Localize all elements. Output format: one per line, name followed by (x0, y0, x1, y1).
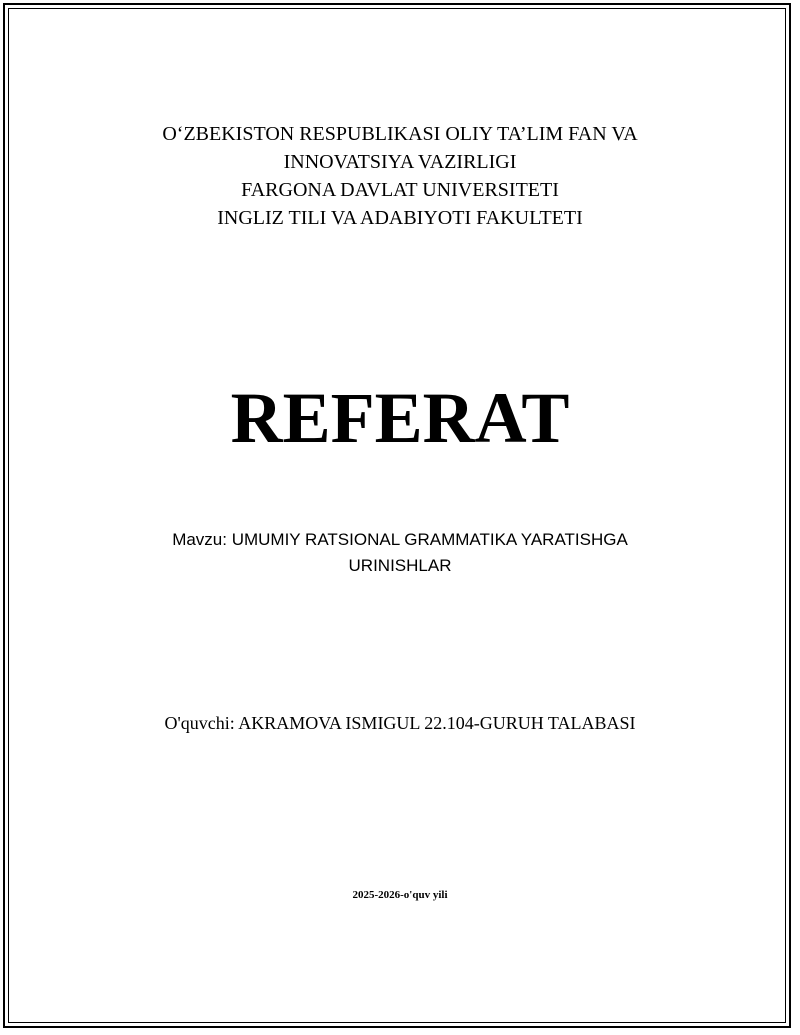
academic-year: 2025-2026-o'quv yili (352, 889, 448, 901)
header-line: INNOVATSIYA VAZIRLIGI (283, 151, 517, 173)
header-line: O‘ZBEKISTON RESPUBLIKASI OLIY TA’LIM FAN VA (162, 123, 638, 145)
institution-header (0, 120, 800, 232)
header-line: FARGONA DAVLAT UNIVERSITETI (241, 179, 559, 201)
topic-line: URINISHLAR (348, 556, 452, 575)
topic (0, 527, 800, 579)
student-info: O'quvchi: AKRAMOVA ISMIGUL 22.104-GURUH TALABASI (164, 713, 636, 733)
header-line: INGLIZ TILI VA ADABIYOTI FAKULTETI (217, 207, 583, 229)
document-title: REFERAT (230, 378, 570, 458)
topic-line: Mavzu: UMUMIY RATSIONAL GRAMMATIKA YARATISHGA (172, 530, 628, 549)
